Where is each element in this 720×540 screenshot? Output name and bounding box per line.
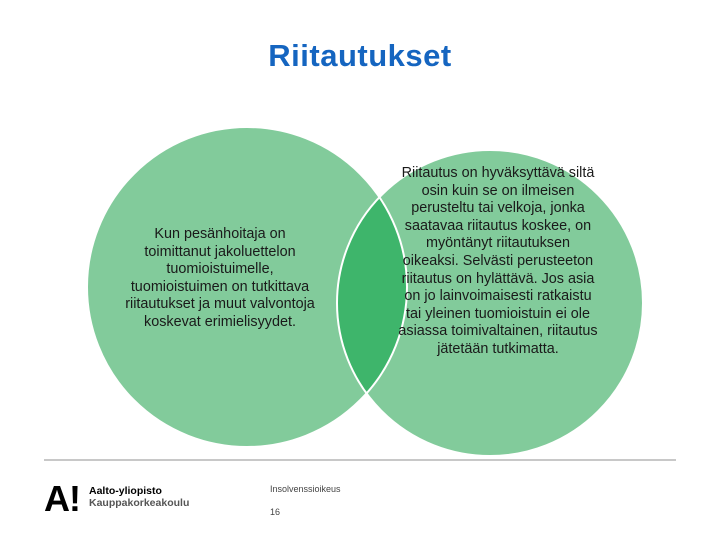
footer-divider (44, 459, 676, 461)
slide-title: Riitautukset (268, 38, 452, 73)
logo-university-name: Aalto-yliopisto (89, 485, 162, 497)
page-number: 16 (270, 507, 281, 517)
right-circle-text: Riitautus on hyväksyttävä siltä osin kuin se on ilmeisen perusteltu tai velkoja, jonka saatavaa riitautus koskee, on myöntänyt riitautuksen oikeaksi. Selvästi perusteeton riitautus on hylättävä. Jos asia on jo lainvoimaisesti ratkaistu tai yleinen tuomioistuin ei ole asiassa toimivaltainen, riitautus jätetään tutkimatta. (398, 165, 598, 357)
left-circle-text: Kun pesänhoitaja on toimittanut jakoluettelon tuomioistuimelle, tuomioistuimen on tutkittava riitautukset ja muut valvontoja koskevat erimielisyydet. (125, 226, 315, 330)
logo-school-name: Kauppakorkeakoulu (89, 497, 190, 509)
logo-mark: A! (44, 478, 80, 519)
footer-course-name: Insolvenssioikeus (270, 484, 341, 494)
aalto-logo (44, 478, 204, 519)
